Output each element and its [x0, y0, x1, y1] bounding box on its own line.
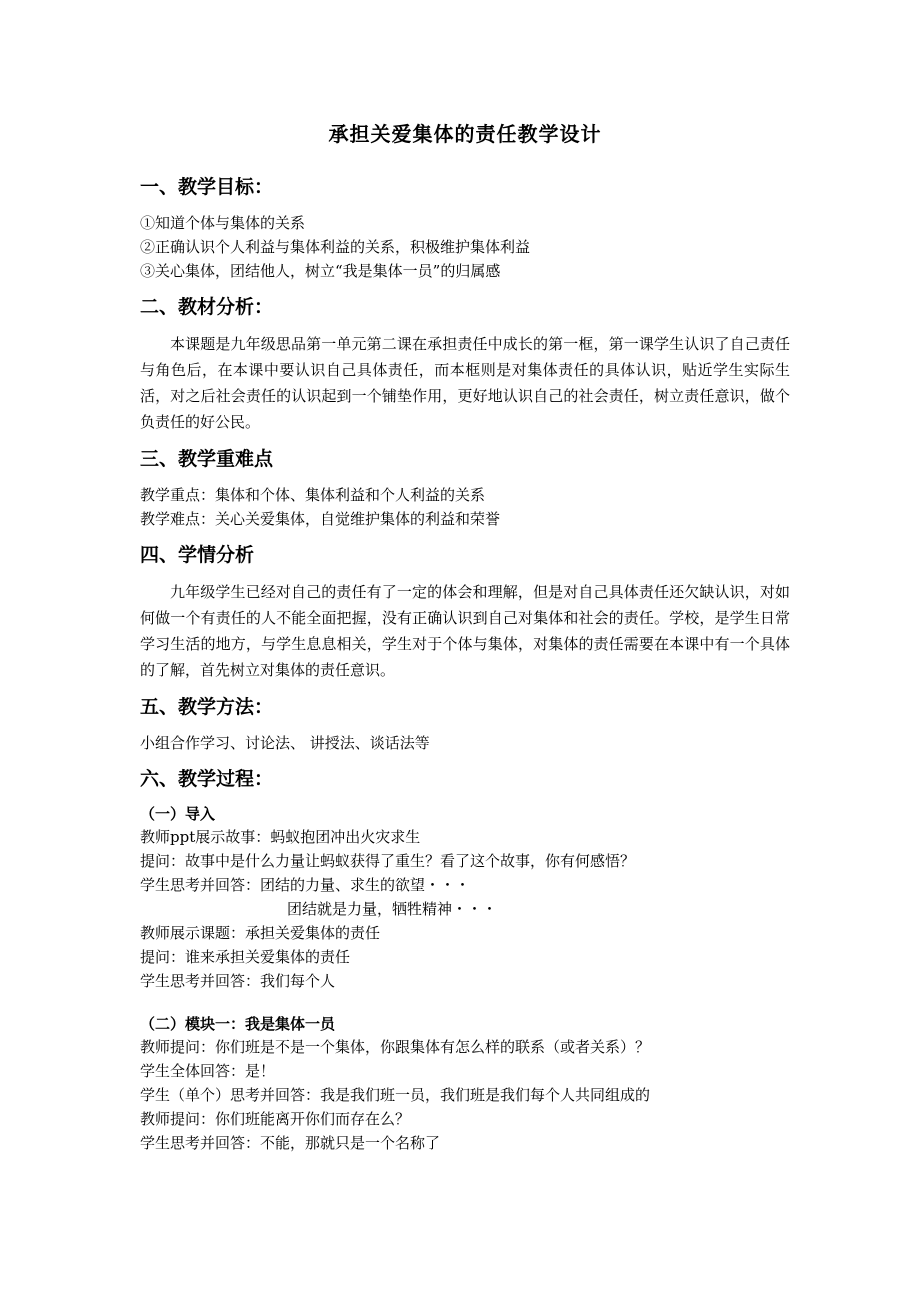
process-line: 提问：故事中是什么力量让蚂蚁获得了重生？看了这个故事，你有何感悟？: [140, 852, 636, 870]
section-goals: [140, 173, 790, 283]
process-line: 教师展示课题：承担关爱集体的责任: [140, 924, 381, 942]
process-line: 教师ppt展示故事：蚂蚁抱团冲出火灾求生: [140, 828, 421, 846]
section-heading: 二、教材分析：: [140, 296, 274, 318]
process-line: 教师提问：你们班能离开你们而存在么？: [140, 1110, 411, 1128]
section-material: [140, 293, 790, 435]
section-students: [140, 541, 790, 683]
document-title: 承担关爱集体的责任教学设计: [328, 122, 602, 146]
section-heading: 三、教学重难点: [140, 448, 274, 470]
section-keypoints: [140, 445, 790, 531]
document-body: [140, 118, 790, 1165]
section-process: [140, 765, 790, 1155]
methods-text: 小组合作学习、讨论法、 讲授法、谈话法等: [140, 734, 430, 752]
subsection-heading: （一）导入: [140, 805, 216, 823]
process-line-continued: 团结就是力量，牺牲精神・・・: [287, 900, 498, 918]
subsection-heading: （二）模块一：我是集体一员: [140, 1015, 336, 1033]
spacer: [140, 993, 790, 1013]
goal-item: ②正确认识个人利益与集体利益的关系，积极维护集体利益: [140, 238, 531, 256]
section-heading: 四、学情分析: [140, 544, 255, 566]
section-methods: [140, 693, 790, 755]
process-line: 学生全体回答：是！: [140, 1062, 276, 1080]
goal-item: ①知道个体与集体的关系: [140, 214, 306, 232]
process-line: 学生思考并回答：我们每个人: [140, 972, 336, 990]
process-part-module1: [140, 1013, 790, 1155]
process-line: 提问：谁来承担关爱集体的责任: [140, 948, 351, 966]
section-heading: 一、教学目标：: [140, 176, 274, 198]
keypoint-item: 教学难点：关心关爱集体，自觉维护集体的利益和荣誉: [140, 510, 501, 528]
process-line: 教师提问：你们班是不是一个集体，你跟集体有怎么样的联系（或者关系）？: [140, 1038, 651, 1056]
process-line: 学生思考并回答：不能，那就只是一个名称了: [140, 1134, 441, 1152]
material-paragraph: 本课题是九年级思品第一单元第二课在承担责任中成长的第一框，第一课学生认识了自己责任与角色后，在本课中要认识自己具体责任，而本框则是对集体责任的具体认识，贴近学生实际生活，对之后社会责任的认识起到一个铺垫作用，更好地认识自己的社会责任，树立责任意识，做个负责任的好公民。: [140, 335, 790, 431]
process-line: 学生（单个）思考并回答：我是我们班一员，我们班是我们每个人共同组成的: [140, 1086, 651, 1104]
students-paragraph: 九年级学生已经对自己的责任有了一定的体会和理解，但是对自己具体责任还欠缺认识，对如何做一个有责任的人不能全面把握，没有正确认识到自己对集体和社会的责任。学校，是学生日常学习生活的地方，与学生息息相关，学生对于个体与集体，对集体的责任需要在本课中有一个具体的了解，首先树立对集体的责任意识。: [140, 583, 790, 679]
section-heading: 五、教学方法：: [140, 696, 274, 718]
keypoint-item: 教学重点：集体和个体、集体利益和个人利益的关系: [140, 486, 486, 504]
section-heading: 六、教学过程：: [140, 768, 274, 790]
goal-item: ③关心集体，团结他人，树立“我是集体一员”的归属感: [140, 262, 501, 280]
process-line: 学生思考并回答：团结的力量、求生的欲望・・・: [140, 876, 471, 894]
process-part-intro: [140, 803, 790, 993]
